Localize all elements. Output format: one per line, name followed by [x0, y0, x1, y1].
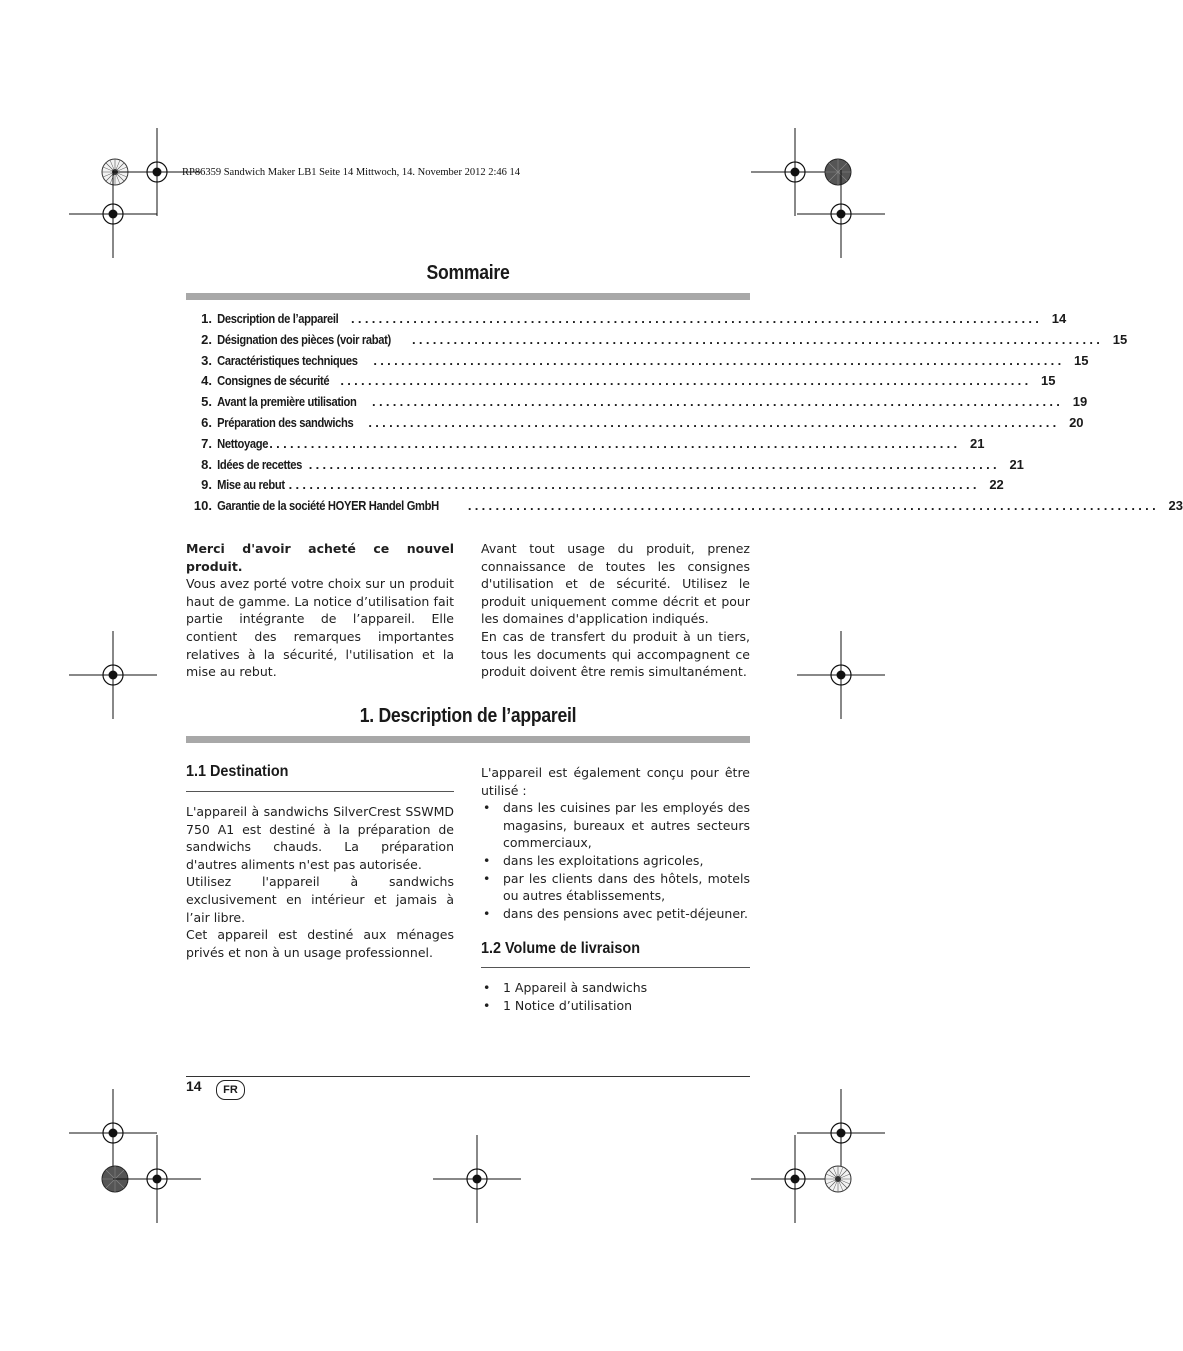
toc-item-page: 19 — [1072, 394, 1088, 410]
toc-item-number: 4. — [201, 373, 212, 389]
toc-item-title: Idées de recettes — [217, 456, 303, 472]
toc-leader-dots: .................................................................................................... — [368, 414, 1060, 430]
toc-item-number: 6. — [201, 414, 212, 430]
footer-rule — [186, 1076, 750, 1077]
toc-item-page: 15 — [1074, 352, 1089, 368]
usage-list — [481, 799, 750, 922]
toc-item-page: 15 — [1041, 373, 1056, 389]
toc-item-title: Mise au rebut — [217, 477, 285, 493]
toc-item-page: 21 — [969, 435, 985, 451]
delivery-heading: 1.2 Volume de livraison — [481, 940, 640, 957]
toc-item-page: 22 — [989, 477, 1004, 493]
toc-item-title: Préparation des sandwichs — [217, 414, 354, 430]
list-item: • 1 Appareil à sandwichs — [481, 979, 750, 997]
toc-leader-dots: .................................................................................................... — [373, 352, 1065, 368]
toc-item-page: 14 — [1051, 311, 1067, 326]
toc-item[interactable] — [186, 394, 1088, 415]
toc-item-title: Nettoyage — [217, 435, 269, 451]
toc-item[interactable] — [186, 331, 1128, 353]
toc-item-number: 10. — [193, 498, 212, 514]
table-of-contents — [186, 311, 1183, 519]
list-item: • dans les cuisines par les employés des magasins, bureaux et autres secteurs commerciaux, — [481, 799, 750, 852]
toc-leader-dots: .................................................................................................... — [372, 394, 1064, 410]
toc-item-title: Description de l’appareil — [217, 311, 339, 326]
toc-leader-dots: .................................................................................................... — [288, 477, 980, 493]
list-item: • 1 Notice d’utilisation — [481, 997, 750, 1015]
print-header: RP86359 Sandwich Maker LB1 Seite 14 Mittwoch, 14. November 2012 2:46 14 — [182, 167, 521, 178]
destination-paragraph-1: L'appareil à sandwichs SilverCrest SSWMD 750 A1 est destiné à la préparation de sandwichs chauds. La préparation d'autres aliments n'est pas autorisée. — [186, 804, 454, 872]
toc-item[interactable] — [186, 498, 1183, 519]
intro-left-column — [186, 540, 454, 681]
delivery-column — [481, 979, 750, 1014]
toc-item[interactable] — [186, 456, 1024, 478]
toc-leader-dots: .................................................................................................... — [412, 331, 1104, 347]
destination-paragraph-3: Cet appareil est destiné aux ménages privés et non à un usage professionnel. — [186, 927, 454, 960]
list-item: • par les clients dans des hôtels, motels ou autres établissements, — [481, 870, 750, 905]
toc-item-title: Désignation des pièces (voir rabat) — [217, 331, 391, 347]
toc-leader-dots: .................................................................................................... — [340, 373, 1032, 389]
toc-item-title: Avant la première utilisation — [217, 394, 357, 410]
destination-heading: 1.1 Destination — [186, 763, 289, 780]
list-item: • dans des pensions avec petit-déjeuner. — [481, 905, 750, 923]
toc-item[interactable] — [186, 414, 1084, 436]
toc-leader-dots: .................................................................................................... — [467, 498, 1159, 514]
toc-item-title: Caractéristiques techniques — [217, 352, 358, 368]
intro-right-paragraph-2: En cas de transfert du produit à un tiers, tous les documents qui accompagnent ce produit doivent être remis simultanément. — [481, 628, 750, 680]
toc-item-page: 20 — [1069, 414, 1084, 430]
usage-intro: L'appareil est également conçu pour être utilisé : — [481, 765, 750, 798]
toc-item-number: 1. — [201, 311, 212, 326]
usage-column — [481, 764, 750, 922]
section-title-bar — [186, 736, 750, 743]
intro-right-column — [481, 540, 750, 681]
toc-title: Sommaire — [426, 262, 510, 284]
toc-item[interactable] — [186, 373, 1056, 394]
toc-leader-dots: .................................................................................................... — [351, 311, 1043, 326]
list-item: • dans les exploitations agricoles, — [481, 852, 750, 870]
toc-item-number: 5. — [201, 394, 212, 410]
destination-paragraph-2: Utilisez l'appareil à sandwichs exclusivement en intérieur et jamais à l’air libre. — [186, 874, 454, 925]
intro-right-paragraph-1: Avant tout usage du produit, prenez connaissance de toutes les consignes d'utilisation et de sécurité. Utilisez le produit uniquement comme décrit et pour les domaines d'application indiqués. — [481, 541, 750, 627]
intro-lead: Merci d'avoir acheté ce nouvel produit. — [186, 541, 454, 574]
destination-column — [186, 803, 454, 961]
delivery-list — [481, 979, 750, 1014]
toc-item-number: 7. — [201, 435, 212, 451]
toc-item-title: Garantie de la société HOYER Handel GmbH — [217, 498, 439, 514]
toc-item[interactable] — [186, 435, 985, 457]
toc-item[interactable] — [186, 477, 1004, 498]
toc-leader-dots: .................................................................................................... — [269, 435, 961, 451]
toc-title-bar — [186, 293, 750, 300]
language-badge: FR — [216, 1080, 245, 1100]
toc-item[interactable] — [186, 352, 1089, 374]
intro-left-paragraph: Vous avez porté votre choix sur un produit haut de gamme. La notice d’utilisation fait partie intégrante de l’appareil. Elle contient des remarques importantes relatives à la sécurité, l'utilisation et la mise au rebut. — [186, 576, 454, 680]
toc-leader-dots: .................................................................................................... — [308, 456, 1000, 472]
destination-heading-rule — [186, 791, 454, 792]
page-number: 14 — [186, 1078, 202, 1094]
toc-item-page: 21 — [1009, 456, 1024, 472]
toc-item-number: 3. — [201, 352, 212, 368]
toc-item-page: 15 — [1112, 331, 1128, 347]
toc-item[interactable] — [186, 311, 1067, 332]
toc-item-number: 9. — [201, 477, 212, 493]
toc-item-number: 8. — [201, 456, 212, 472]
delivery-heading-rule — [481, 967, 750, 968]
toc-item-page: 23 — [1168, 498, 1183, 514]
toc-item-number: 2. — [201, 331, 212, 347]
toc-item-title: Consignes de sécurité — [217, 373, 330, 389]
section-title: 1. Description de l’appareil — [359, 705, 577, 727]
